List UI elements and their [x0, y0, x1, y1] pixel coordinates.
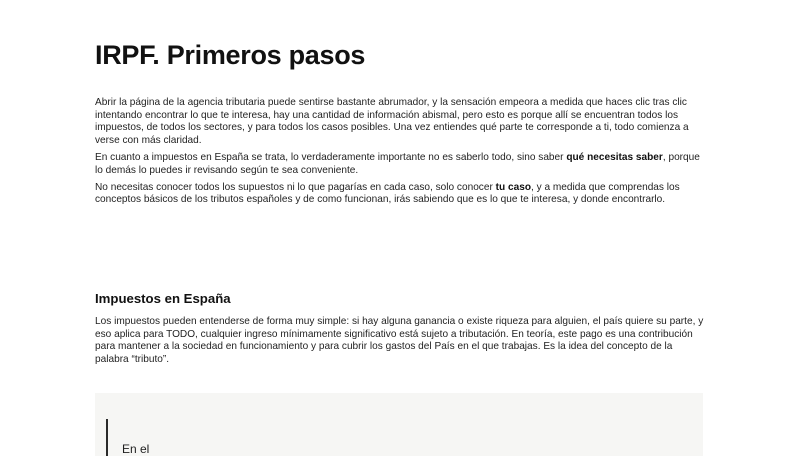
section-heading: Impuestos en España — [95, 291, 231, 306]
intro-paragraph-3-bold: tu caso — [495, 181, 531, 193]
section-paragraph: Los impuestos pueden entenderse de forma muy simple: si hay alguna ganancia o existe riqueza para alguien, el país quiere su parte, y eso aplica para TODO, cualquier ingreso mínimamente significativo está sujeto a tributación. En teoría, este pago es una contribución para mantener a la sociedad en funcionamiento y para cubrir los gastos del País en el que trabajas. Es la idea del concepto de la palabra “tributo”. — [95, 316, 704, 365]
intro-paragraph-2-bold: qué necesitas saber — [566, 151, 663, 163]
callout-quote-bar — [106, 419, 108, 456]
intro-paragraph-1: Abrir la página de la agencia tributaria puede sentirse bastante abrumador, y la sensación empeora a medida que haces clic tras clic intentando encontrar lo que te interesa, hay una cantidad de información abismal, pero esto es porque allí se encuentran todos los impuestos, de todos los sectores, y para todos los casos posibles. Una vez entiendes qué parte te corresponde a ti, todo comienza a verse con más claridad. — [95, 97, 689, 146]
intro-block — [95, 97, 705, 212]
intro-paragraph-3-text: No necesitas conocer todos los supuestos ni lo que pagarías en cada caso, solo conocer — [95, 181, 496, 193]
callout-text: En el — [122, 442, 150, 456]
intro-paragraph-3-tail: , y a medida que comprendas los conceptos básicos de los tributos españoles y de como funcionan, irás sabiendo que es lo que te interesa, y donde encontrarlo. — [95, 181, 680, 206]
intro-paragraph-3 — [95, 182, 705, 207]
intro-paragraph-2 — [95, 152, 705, 177]
intro-paragraph-2-text: En cuanto a impuestos en España se trata, lo verdaderamente importante no es saberlo todo, sino saber — [95, 151, 567, 163]
intro-paragraph-2-tail: , porque lo demás lo puedes ir revisando según te sea conveniente. — [95, 151, 700, 176]
callout-block — [95, 393, 703, 456]
page-title: IRPF. Primeros pasos — [95, 40, 366, 70]
